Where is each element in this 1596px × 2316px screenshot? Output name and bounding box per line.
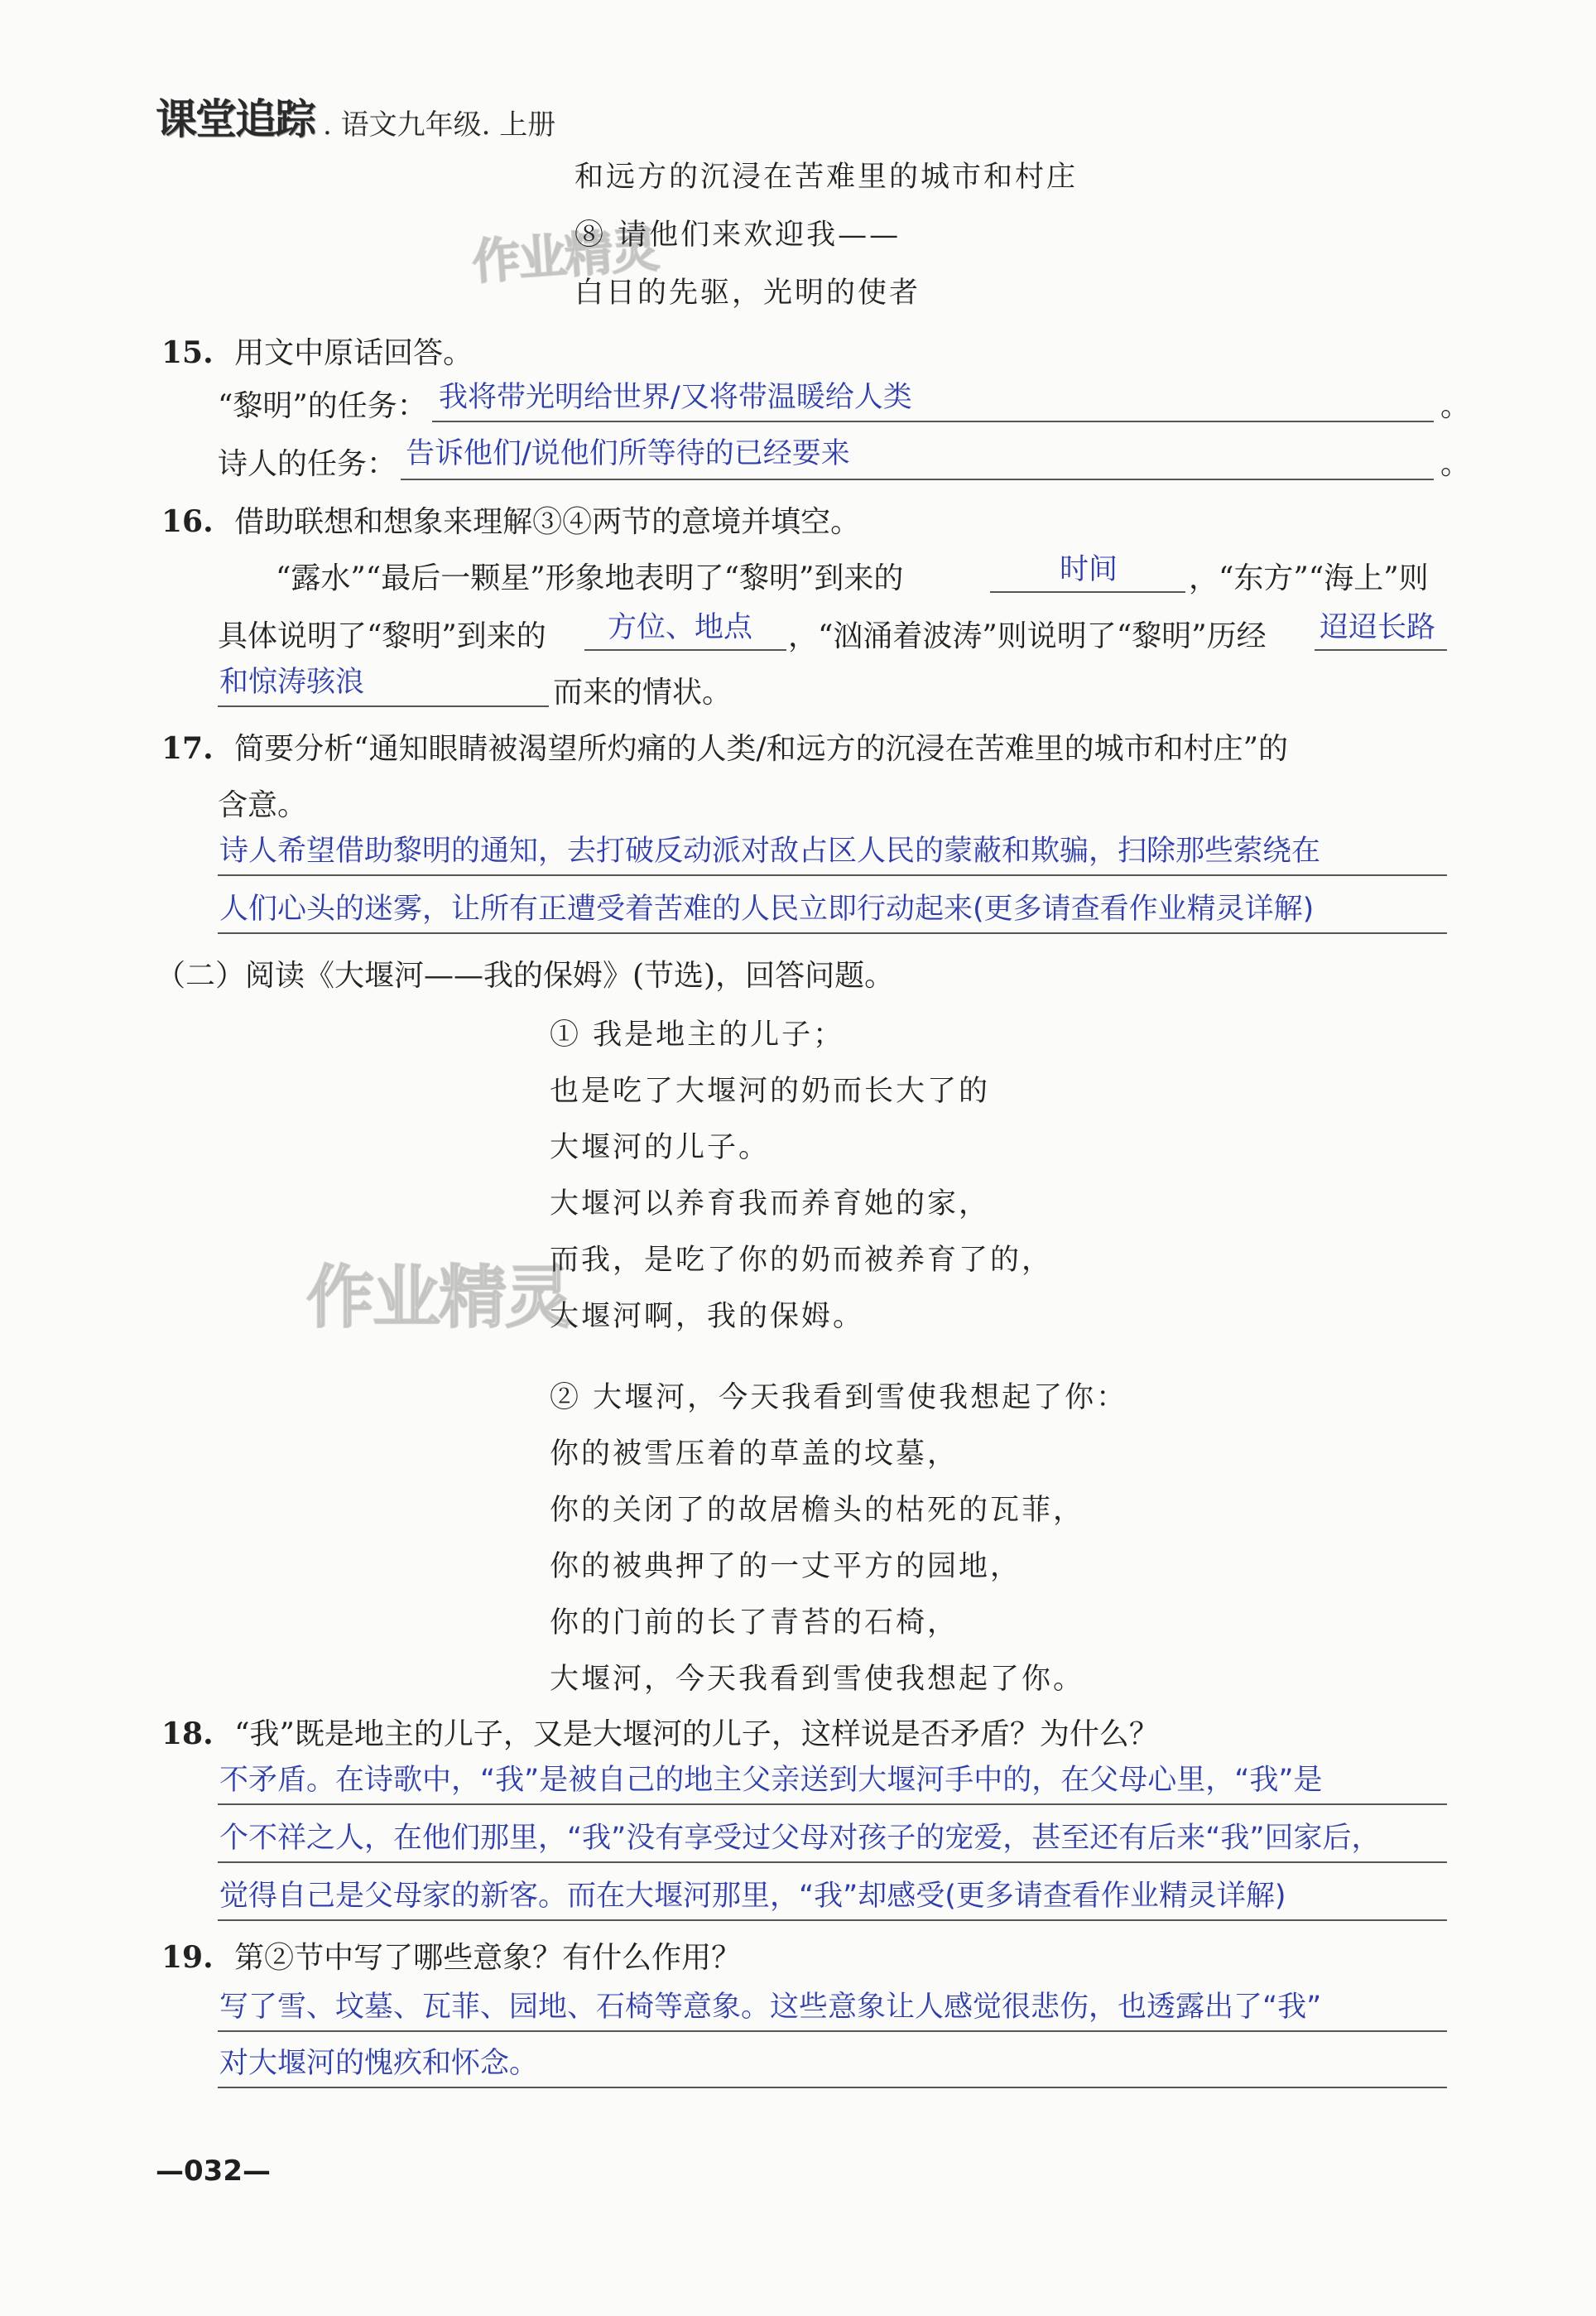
poem1-line: 和远方的沉浸在苦难里的城市和村庄 <box>574 161 1079 194</box>
poem2-line: 你的被雪压着的草盖的坟墓， <box>550 1437 959 1471</box>
question-15 <box>161 330 473 372</box>
question-stem: 借助联想和想象来理解③④两节的意境并填空。 <box>234 505 861 539</box>
question-19 <box>161 1934 741 1977</box>
q19-answer-line: 写了雪、坟墓、瓦菲、园地、石椅等意象。这些意象让人感觉很悲伤，也透露出了“我” <box>219 1991 1322 2024</box>
poem1-line: ⑧ 请他们来欢迎我—— <box>574 219 901 252</box>
q16-answer-place: 方位、地点 <box>608 611 753 644</box>
book-subtitle: . 语文九年级. 上册 <box>323 108 556 142</box>
question-stem: 用文中原话回答。 <box>234 336 474 370</box>
q16-answer-time: 时间 <box>1060 553 1118 586</box>
q18-answer-line: 觉得自己是父母家的新客。而在大堰河那里，“我”却感受(更多请查看作业精灵详解) <box>219 1880 1286 1913</box>
question-number: 16. <box>161 504 214 539</box>
question-16 <box>161 498 860 541</box>
poem2-line: 你的门前的长了青苔的石椅， <box>550 1606 959 1639</box>
answer-underline <box>990 591 1185 593</box>
q17-answer-line: 诗人希望借助黎明的通知，去打破反动派对敌占区人民的蒙蔽和欺骗，扫除那些萦绕在 <box>219 835 1321 868</box>
section-title: （二）阅读《大堰河——我的保姆》(节选)，回答问题。 <box>156 959 895 993</box>
answer-underline <box>218 705 549 707</box>
answer-underline <box>218 1803 1447 1805</box>
poem2-line: 而我，是吃了你的奶而被养育了的， <box>550 1244 1054 1277</box>
q16-text: ，“东方”“海上”则 <box>1189 561 1429 595</box>
watermark-top: 作业精灵 <box>470 221 660 291</box>
period: 。 <box>1440 447 1471 481</box>
answer-underline <box>218 932 1447 934</box>
q15-answer-dawn: 我将带光明给世界/又将带温暖给人类 <box>439 381 912 414</box>
poem2-line: ② 大堰河，今天我看到雪使我想起了你： <box>550 1381 1128 1414</box>
q16-text: “露水”“最后一颗星”形象地表明了“黎明”到来的 <box>276 561 904 595</box>
poem2-line: 大堰河啊，我的保姆。 <box>550 1300 865 1333</box>
question-number: 17. <box>161 731 214 766</box>
question-number: 19. <box>161 1940 214 1975</box>
question-stem: “我”既是地主的儿子，又是大堰河的儿子，这样说是否矛盾？为什么？ <box>234 1717 1159 1751</box>
brand-logo: 课堂追踪 <box>156 95 315 143</box>
answer-underline <box>218 2087 1447 2088</box>
poem2-line: 大堰河以养育我而养育她的家， <box>550 1187 991 1221</box>
q16-answer-journey-cont: 和惊涛骇浪 <box>219 666 365 699</box>
poem2-line: 你的关闭了的故居檐头的枯死的瓦菲， <box>550 1494 1085 1527</box>
answer-underline <box>401 479 1434 480</box>
q18-answer-line: 不矛盾。在诗歌中，“我”是被自己的地主父亲送到大堰河手中的，在父母心里，“我”是 <box>219 1764 1323 1797</box>
q16-answer-journey: 迢迢长路 <box>1320 611 1436 644</box>
poem2-line: 大堰河的儿子。 <box>550 1131 771 1164</box>
poem2-line: ① 我是地主的儿子； <box>550 1018 845 1052</box>
question-stem: 第②节中写了哪些意象？有什么作用？ <box>234 1941 742 1975</box>
poem2-line: 你的被典押了的一丈平方的园地， <box>550 1550 1022 1583</box>
poem2-line: 大堰河，今天我看到雪使我想起了你。 <box>550 1663 1085 1696</box>
answer-underline <box>218 2030 1447 2032</box>
question-number: 15. <box>161 335 214 370</box>
answer-underline <box>218 1861 1447 1863</box>
question-17 <box>161 725 1288 768</box>
question-number: 18. <box>161 1717 214 1751</box>
q15-label-poet: 诗人的任务： <box>218 447 397 481</box>
q19-answer-line: 对大堰河的愧疚和怀念。 <box>219 2047 539 2080</box>
period: 。 <box>1440 389 1471 423</box>
q16-text: 具体说明了“黎明”到来的 <box>218 619 546 653</box>
question-stem-cont: 含意。 <box>218 788 308 822</box>
answer-underline <box>1315 649 1447 651</box>
q16-text: ，“汹涌着波涛”则说明了“黎明”历经 <box>788 619 1267 653</box>
answer-underline <box>432 421 1434 422</box>
answer-underline <box>218 874 1447 876</box>
poem2-line: 也是吃了大堰河的奶而长大了的 <box>550 1075 991 1108</box>
question-18 <box>161 1711 1159 1753</box>
q16-text: 而来的情状。 <box>553 676 733 710</box>
page-number: —032— <box>156 2155 271 2188</box>
q18-answer-line: 个不祥之人，在他们那里，“我”没有享受过父母对孩子的宠爱，甚至还有后来“我”回家后， <box>219 1822 1381 1855</box>
question-stem: 简要分析“通知眼睛被渴望所灼痛的人类/和远方的沉浸在苦难里的城市和村庄”的 <box>234 732 1289 766</box>
q15-label-dawn: “黎明”的任务： <box>218 389 427 423</box>
watermark-middle: 作业精灵 <box>306 1259 572 1337</box>
q15-answer-poet: 告诉他们/说他们所等待的已经要来 <box>406 437 850 470</box>
poem1-line: 白日的先驱，光明的使者 <box>574 277 921 310</box>
answer-underline <box>584 649 786 651</box>
answer-underline <box>218 1919 1447 1921</box>
page-header <box>156 86 555 146</box>
q17-answer-line: 人们心头的迷雾，让所有正遭受着苦难的人民立即行动起来(更多请查看作业精灵详解) <box>219 893 1315 926</box>
